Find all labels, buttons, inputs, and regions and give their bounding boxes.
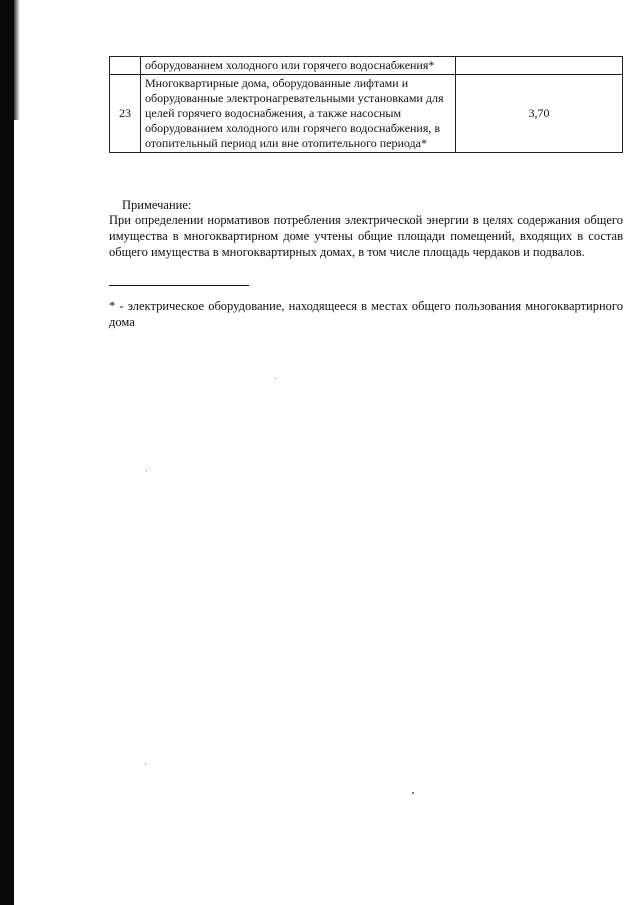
- table-row: [110, 75, 623, 153]
- scan-speck: [146, 470, 147, 471]
- row-value: 3,70: [456, 75, 623, 153]
- footnote-text: * - электрическое оборудование, находящееся в местах общего пользования многоквартирного дома: [109, 299, 623, 329]
- row-description: оборудованием холодного или горячего водоснабжения*: [141, 57, 456, 75]
- scan-speck: [145, 763, 146, 764]
- note-body: При определении нормативов потребления электрической энергии в целях содержания общего имущества в многоквартирном доме учтены общие площади помещений, входящих в состав общего имущества в многоквартирных домах, в том числе площадь чердаков и подвалов.: [109, 213, 623, 259]
- row-value: [456, 57, 623, 75]
- table-row: [110, 57, 623, 75]
- row-number: 23: [110, 75, 141, 153]
- scan-speck: [275, 378, 276, 379]
- footnote-divider: [109, 285, 249, 286]
- row-description: Многоквартирные дома, оборудованные лифтами и оборудованные электронагревательными установками для целей горячего водоснабжения, а также насосным оборудованием холодного или горячего водоснабжения, в отопительный период или вне отопительного периода*: [141, 75, 456, 153]
- norms-table: [109, 56, 623, 153]
- note-title: Примечание:: [122, 198, 192, 212]
- scan-border: [0, 0, 14, 905]
- row-number: [110, 57, 141, 75]
- scan-speck: [412, 792, 414, 794]
- scan-shadow: [14, 0, 20, 120]
